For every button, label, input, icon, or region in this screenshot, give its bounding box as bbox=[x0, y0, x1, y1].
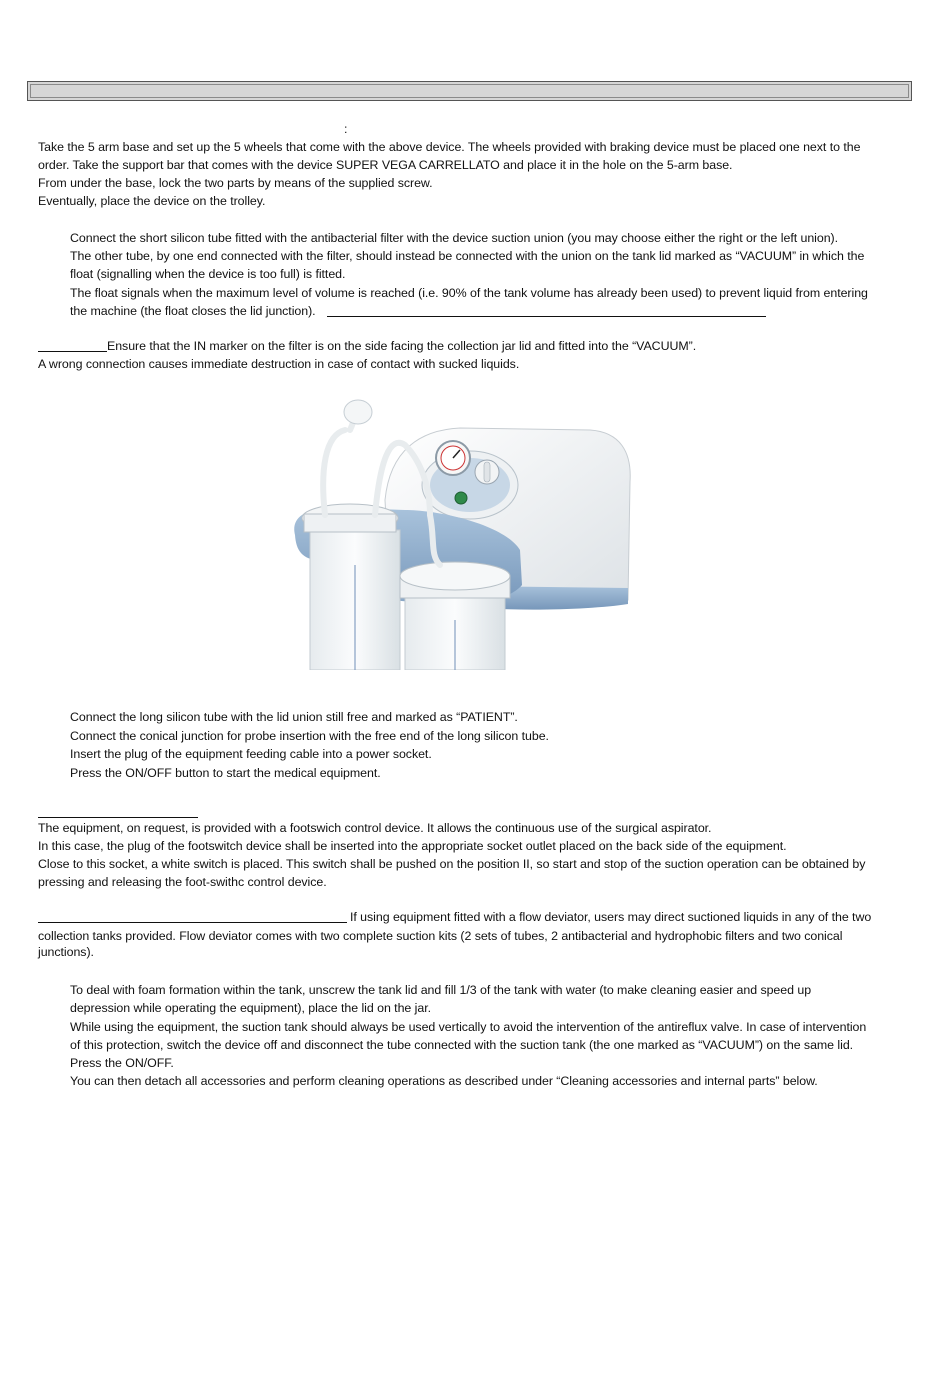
pressure-gauge-icon bbox=[436, 441, 470, 475]
section-header-inner bbox=[30, 84, 909, 98]
foam-line-2: depression while operating the equipment), place the lid on the jar. bbox=[70, 1001, 431, 1015]
filter-underline bbox=[327, 316, 766, 317]
warning-line-2: A wrong connection causes immediate destruction in case of contact with sucked liquids. bbox=[38, 357, 520, 371]
final-step-3: Insert the plug of the equipment feeding cable into a power socket. bbox=[70, 747, 432, 761]
trolley-line-2: order. Take the support bar that comes with the device SUPER VEGA CARRELLATO and place it in the hole on the 5-arm base. bbox=[38, 158, 733, 172]
footswitch-line-3: Close to this socket, a white switch is placed. This switch shall be pushed on the position II, so start and stop of the suction operation can be obtained by bbox=[38, 857, 866, 871]
foam-line-3: While using the equipment, the suction tank should always be used vertically to avoid the intervention of the antireflux valve. In case of intervention bbox=[70, 1020, 867, 1034]
footswitch-line-4: pressing and releasing the foot-swithc control device. bbox=[38, 875, 327, 889]
filter-step-3: float (signalling when the device is too full) is fitted. bbox=[70, 267, 346, 281]
foam-line-5: Press the ON/OFF. bbox=[70, 1056, 174, 1070]
foam-line-4: of this protection, switch the device off and disconnect the tube connected with the suction tank (the one marked as “VACUUM”) on the same lid. bbox=[70, 1038, 854, 1052]
deviator-line-3: junctions). bbox=[38, 945, 94, 959]
filter-icon bbox=[344, 400, 372, 424]
warning-underline bbox=[38, 351, 107, 352]
trolley-line-3: From under the base, lock the two parts by means of the supplied screw. bbox=[38, 176, 433, 190]
foam-line-6: You can then detach all accessories and perform cleaning operations as described under “Cleaning accessories and internal parts” below. bbox=[70, 1074, 818, 1088]
trolley-line-4: Eventually, place the device on the trolley. bbox=[38, 194, 266, 208]
power-button-icon bbox=[455, 492, 467, 504]
filter-step-4: The float signals when the maximum level of volume is reached (i.e. 90% of the tank volume has already been used) to prevent liquid from entering bbox=[70, 286, 868, 300]
surgical-aspirator-image bbox=[290, 390, 635, 670]
final-step-1: Connect the long silicon tube with the lid union still free and marked as “PATIENT”. bbox=[70, 710, 518, 724]
foam-line-1: To deal with foam formation within the tank, unscrew the tank lid and fill 1/3 of the tank with water (to make cleaning easier and speed up bbox=[70, 983, 812, 997]
filter-step-1: Connect the short silicon tube fitted with the antibacterial filter with the device suction union (you may choose either the right or the left union). bbox=[70, 231, 839, 245]
collection-jar-right bbox=[400, 562, 510, 670]
warning-line-1: Ensure that the IN marker on the filter is on the side facing the collection jar lid and fitted into the “VACUUM”. bbox=[107, 339, 697, 353]
filter-step-5: the machine (the float closes the lid junction). bbox=[70, 304, 316, 318]
deviator-line-1: If using equipment fitted with a flow deviator, users may direct suctioned liquids in any of the two bbox=[350, 910, 872, 924]
deviator-heading-underline bbox=[38, 922, 347, 923]
footswitch-line-2: In this case, the plug of the footswitch device shall be inserted into the appropriate socket outlet placed on the back side of the equipment. bbox=[38, 839, 787, 853]
section-header-bar bbox=[27, 81, 912, 101]
trolley-colon: : bbox=[344, 122, 348, 136]
trolley-line-1: Take the 5 arm base and set up the 5 wheels that come with the above device. The wheels provided with braking device must be placed one next to the bbox=[38, 140, 861, 154]
footswitch-heading-underline bbox=[38, 817, 198, 818]
final-step-2: Connect the conical junction for probe insertion with the free end of the long silicon tube. bbox=[70, 729, 549, 743]
collection-jar-left bbox=[302, 504, 400, 670]
deviator-line-2: collection tanks provided. Flow deviator comes with two complete suction kits (2 sets of tubes, 2 antibacterial and hydrophobic filters and two conical bbox=[38, 929, 843, 943]
regulator-knob-icon bbox=[475, 460, 499, 484]
final-step-4: Press the ON/OFF button to start the medical equipment. bbox=[70, 766, 381, 780]
footswitch-line-1: The equipment, on request, is provided with a footswich control device. It allows the continuous use of the surgical aspirator. bbox=[38, 821, 712, 835]
filter-step-2: The other tube, by one end connected with the filter, should instead be connected with the union on the tank lid marked as “VACUUM” in which the bbox=[70, 249, 865, 263]
